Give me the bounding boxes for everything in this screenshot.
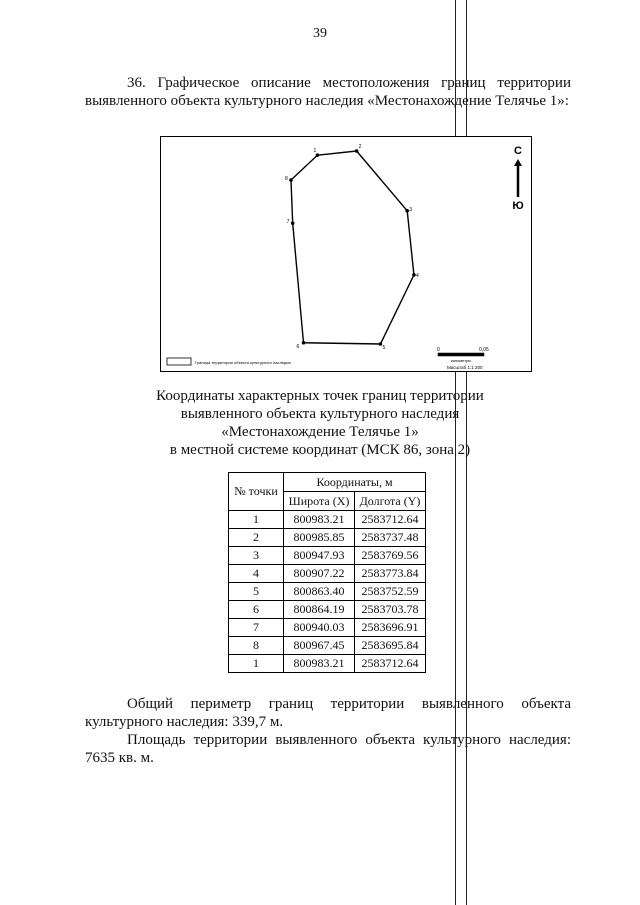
- header-lat: Широта (X): [284, 492, 355, 511]
- cell-lon: 2583696.91: [355, 619, 426, 637]
- cell-lat: 800985.85: [284, 529, 355, 547]
- scale-unit: километры: [450, 358, 472, 363]
- area-paragraph: Площадь территории выявленного объекта культурного наследия: 7635 кв. м.: [85, 732, 571, 766]
- cell-lat: 800864.19: [284, 601, 355, 619]
- table-row: [229, 655, 426, 673]
- boundary-polygon: [291, 151, 414, 344]
- boundary-point-label: 7: [286, 219, 290, 226]
- cell-lat: 800947.93: [284, 547, 355, 565]
- south-label: Ю: [512, 200, 524, 212]
- scale-bar-fill: [438, 353, 484, 356]
- boundary-point-label: 5: [382, 345, 386, 351]
- title-line-1: Координаты характерных точек границ территории: [156, 388, 484, 404]
- title-line-3: «Местонахождение Телячье 1»: [221, 424, 419, 440]
- cell-lon: 2583769.56: [355, 547, 426, 565]
- map-legend: [167, 358, 291, 365]
- boundary-point-7: [291, 221, 295, 225]
- perimeter-paragraph: Общий периметр границ территории выявленного объекта культурного наследия: 339,7 м.: [85, 696, 571, 730]
- table-row: [229, 637, 426, 655]
- north-arrow-icon: [514, 159, 522, 166]
- north-label: С: [514, 145, 522, 157]
- cell-point: 1: [229, 655, 284, 673]
- cell-lat: 800907.22: [284, 565, 355, 583]
- cell-lon: 2583695.84: [355, 637, 426, 655]
- scale-ratio: Масштаб 1:1 200: [447, 365, 483, 370]
- page-number: 39: [313, 26, 327, 41]
- cell-point: 4: [229, 565, 284, 583]
- boundary-map-svg: [161, 137, 531, 371]
- legend-swatch: [167, 358, 191, 365]
- boundary-point-label: 3: [409, 206, 412, 213]
- coordinates-title: [0, 387, 640, 459]
- legend-text: Граница территории объекта культурного наследия: [195, 360, 291, 365]
- boundary-point-label: 6: [296, 343, 300, 350]
- boundary-point-label: 4: [415, 272, 419, 279]
- header-coords: Координаты, м: [284, 473, 426, 492]
- cell-lon: 2583773.84: [355, 565, 426, 583]
- cell-point: 8: [229, 637, 284, 655]
- boundary-map: [160, 136, 532, 372]
- cell-lon: 2583712.64: [355, 511, 426, 529]
- cell-point: 1: [229, 511, 284, 529]
- title-line-4: в местной системе координат (МСК 86, зона 2): [169, 442, 471, 458]
- header-point: № точки: [229, 473, 284, 511]
- cell-point: 2: [229, 529, 284, 547]
- table-row: [229, 529, 426, 547]
- scale-bar: [437, 347, 489, 370]
- cell-lon: 2583712.64: [355, 655, 426, 673]
- boundary-point-8: [289, 178, 293, 182]
- cell-lat: 800967.45: [284, 637, 355, 655]
- boundary-point-6: [302, 341, 306, 345]
- cell-lon: 2583737.48: [355, 529, 426, 547]
- intro-paragraph: 36. Графическое описание местоположения границ территории выявленного объекта культурного наследия «Местонахождение Телячье 1»:: [85, 75, 571, 109]
- table-row: [229, 601, 426, 619]
- cell-point: 5: [229, 583, 284, 601]
- boundary-point-label: 8: [285, 176, 288, 183]
- cell-point: 3: [229, 547, 284, 565]
- boundary-point-label: 2: [358, 144, 362, 150]
- scale-start: 0: [437, 347, 440, 353]
- cell-lat: 800940.03: [284, 619, 355, 637]
- table-row: [229, 619, 426, 637]
- cell-lon: 2583703.78: [355, 601, 426, 619]
- north-arrow: [512, 145, 523, 212]
- cell-lon: 2583752.59: [355, 583, 426, 601]
- coordinates-table: [228, 472, 426, 673]
- cell-lat: 800863.40: [284, 583, 355, 601]
- cell-point: 6: [229, 601, 284, 619]
- table-row: [229, 583, 426, 601]
- cell-point: 7: [229, 619, 284, 637]
- scale-end: 0,05: [479, 347, 489, 353]
- table-row: [229, 565, 426, 583]
- boundary-point-label: 1: [313, 148, 317, 155]
- title-line-2: выявленного объекта культурного наследия: [180, 406, 460, 422]
- table-row: [229, 547, 426, 565]
- header-lon: Долгота (Y): [355, 492, 426, 511]
- cell-lat: 800983.21: [284, 511, 355, 529]
- cell-lat: 800983.21: [284, 655, 355, 673]
- table-row: [229, 511, 426, 529]
